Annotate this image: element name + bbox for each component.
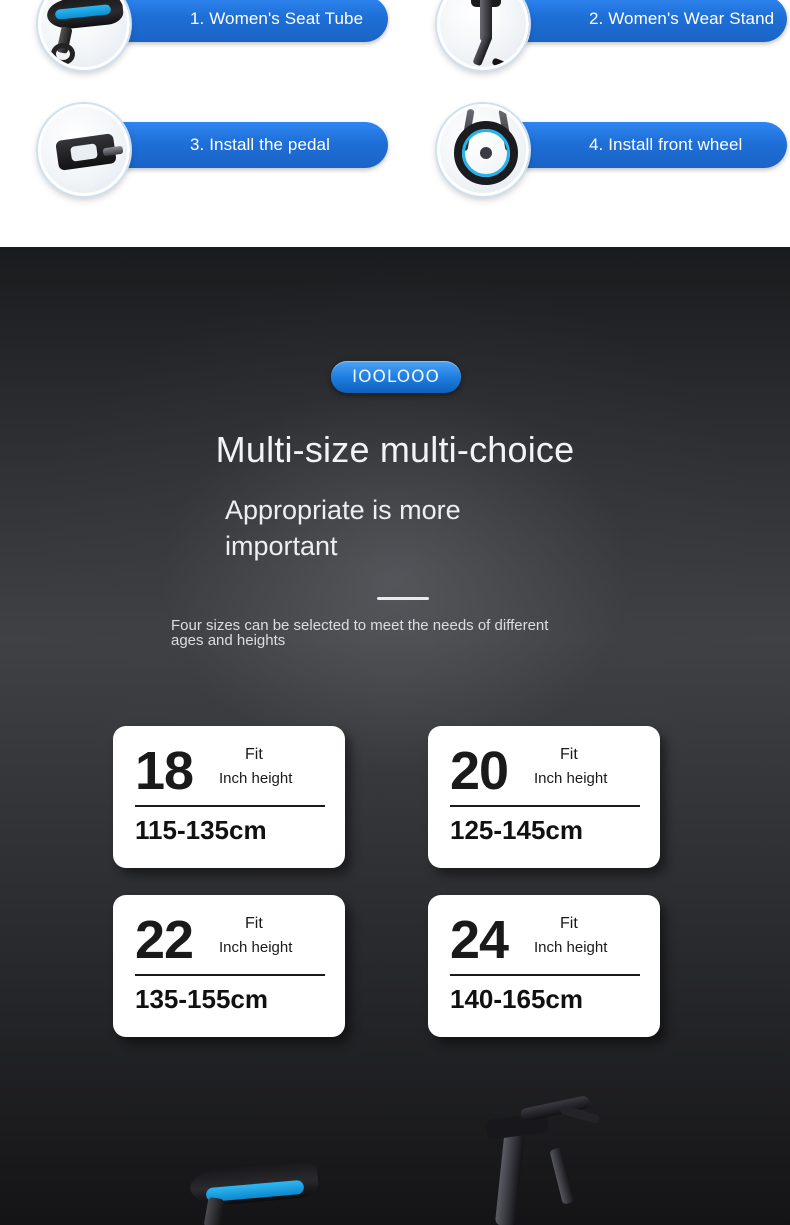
assembly-steps-section xyxy=(0,0,790,247)
size-card-number: 22 xyxy=(135,910,194,970)
size-card-subtitle: Inch height xyxy=(219,770,293,787)
section-headline: Multi-size multi-choice xyxy=(215,429,575,470)
size-card-subtitle: Inch height xyxy=(534,770,608,787)
size-card-range: 135-155cm xyxy=(135,984,268,1014)
size-card-fit: Fit xyxy=(560,915,578,932)
step-3-bar xyxy=(90,122,388,168)
assembly-step-1 xyxy=(38,0,388,68)
size-card-20[interactable] xyxy=(428,726,660,868)
saddle-photo-icon xyxy=(38,0,130,70)
size-card-fit: Fit xyxy=(560,746,578,763)
description-line-1: Four sizes can be selected to meet the needs of different xyxy=(171,617,549,634)
size-card-rule xyxy=(135,805,325,807)
description-line-2: ages and heights xyxy=(171,632,286,649)
size-card-range: 140-165cm xyxy=(450,984,583,1014)
step-1-label: 1. Women's Seat Tube xyxy=(190,9,364,28)
size-card-rule xyxy=(450,805,640,807)
step-1-bar xyxy=(90,0,388,42)
assembly-step-4 xyxy=(437,104,787,194)
size-card-24[interactable] xyxy=(428,895,660,1037)
size-card-number: 18 xyxy=(135,741,194,801)
size-card-range: 115-135cm xyxy=(135,815,267,845)
size-card-fit: Fit xyxy=(245,915,263,932)
bicycle-photo xyxy=(0,1092,790,1225)
kickstand-photo-icon xyxy=(437,0,529,70)
section-subheadline: Appropriate is more important xyxy=(225,495,461,561)
step-4-label: 4. Install front wheel xyxy=(589,135,743,154)
step-2-label: 2. Women's Wear Stand xyxy=(589,9,775,28)
size-card-number: 20 xyxy=(450,741,509,801)
divider xyxy=(377,597,429,600)
brand-logo: IOOLOOO xyxy=(331,361,461,393)
pedal-photo-icon xyxy=(38,104,130,196)
multi-size-section xyxy=(0,247,790,1225)
step-2-bar xyxy=(489,0,787,42)
assembly-step-2 xyxy=(437,0,787,68)
size-card-subtitle: Inch height xyxy=(534,939,608,956)
front-wheel-photo-icon xyxy=(437,104,529,196)
size-card-range: 125-145cm xyxy=(450,815,583,845)
step-4-bar xyxy=(489,122,787,168)
size-card-fit: Fit xyxy=(245,746,263,763)
size-card-subtitle: Inch height xyxy=(219,939,293,956)
size-card-rule xyxy=(450,974,640,976)
step-3-label: 3. Install the pedal xyxy=(190,135,330,154)
assembly-step-3 xyxy=(38,104,388,194)
size-card-rule xyxy=(135,974,325,976)
section-description xyxy=(171,618,631,648)
size-card-18[interactable] xyxy=(113,726,345,868)
size-card-number: 24 xyxy=(450,910,509,970)
size-card-22[interactable] xyxy=(113,895,345,1037)
